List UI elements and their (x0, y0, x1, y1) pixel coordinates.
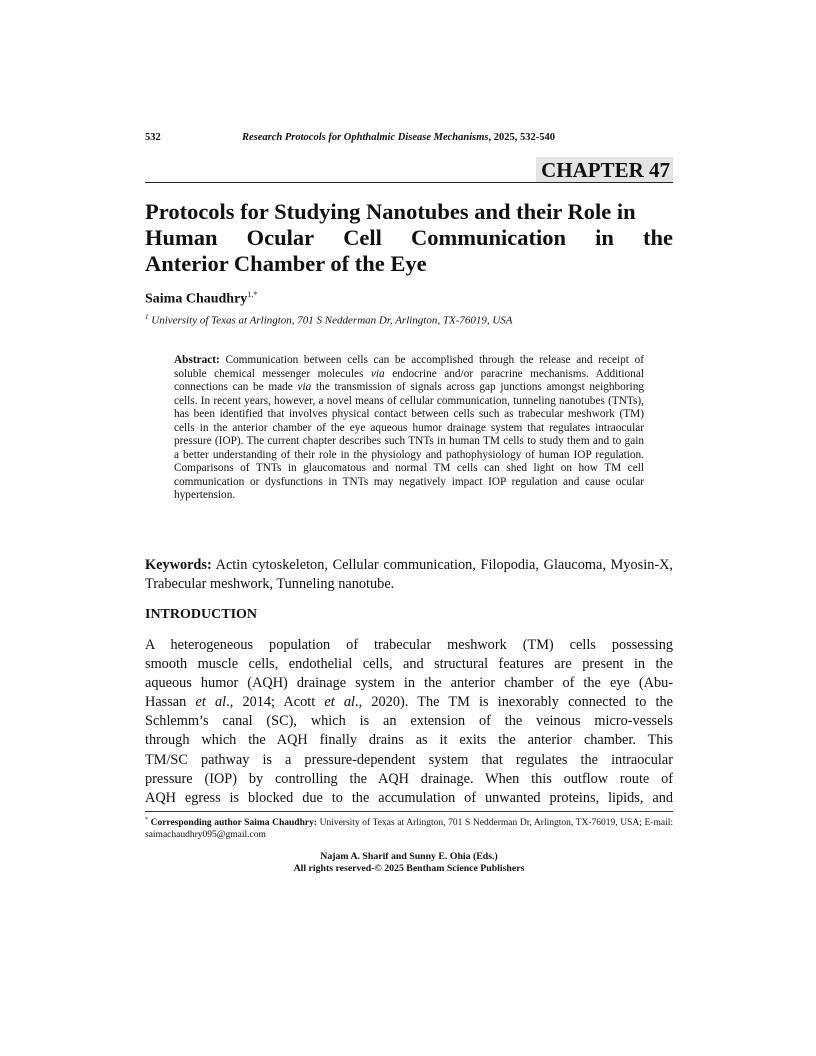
keywords-text: Actin cytoskeleton, Cellular communication, Filopodia, Glaucoma, Myosin-X, Trabecular meshwork, Tunneling nanotube. (145, 557, 673, 592)
intro-text: Hassan (145, 694, 196, 711)
et-al: et al (324, 694, 356, 711)
page-number: 532 (145, 132, 161, 143)
intro-line: Schlemm’s canal (SC), which is an extension of the veinous micro-vessels (145, 713, 673, 730)
section-heading: INTRODUCTION (145, 607, 258, 622)
abstract-text-1: Communication between cells can be accomplished through the release and receipt of soluble chemical messenger molecules (174, 354, 644, 380)
journal-citation (242, 132, 555, 143)
et-al: et al (195, 694, 227, 711)
abstract-heading: Abstract: (174, 354, 220, 366)
author (145, 290, 257, 308)
footnote-text: University of Texas at Arlington, 701 S Nedderman Dr, Arlington, TX-76019, USA; E-mail: saimachaudhry095@gmail.com (145, 818, 673, 841)
introduction-paragraph (145, 636, 673, 808)
affiliation-mark: 1 (145, 313, 149, 321)
abstract-via-1: via (370, 367, 385, 380)
intro-line: smooth muscle cells, endothelial cells, and structural features are present in the (145, 656, 673, 673)
intro-line: TM/SC pathway is a pressure-dependent system that regulates the intraocular (145, 751, 673, 768)
abstract-text-2: endocrine and/or paracrine mechanisms. Additional connections can be made (174, 367, 644, 394)
footnote-mark: * (145, 817, 148, 823)
abstract-via-2: via (297, 381, 312, 394)
intro-text: ., 2020). The TM is inexorably connected to the (355, 694, 673, 711)
editors-block (145, 851, 673, 875)
header-rule (145, 182, 673, 183)
affiliation (145, 313, 513, 327)
journal-year-pages: , 2025, 532-540 (488, 132, 555, 143)
title-line-1: Protocols for Studying Nanotubes and their Role in (145, 199, 636, 224)
copyright-line: All rights reserved-© 2025 Bentham Science Publishers (293, 863, 525, 874)
intro-line: pressure (IOP) by controlling the AQH drainage. When this outflow route of (145, 770, 673, 787)
footnote-heading: Corresponding author Saima Chaudhry: (150, 818, 317, 829)
affiliation-text: University of Texas at Arlington, 701 S Nedderman Dr, Arlington, TX-76019, USA (151, 314, 513, 327)
editors-line: Najam A. Sharif and Sunny E. Ohia (Eds.) (320, 851, 498, 862)
intro-line: through which the AQH finally drains as it exits the anterior chamber. This (145, 732, 673, 749)
intro-text: ., 2014; Acott (226, 694, 325, 711)
author-marks: 1,* (247, 290, 258, 299)
keywords-heading: Keywords: (145, 557, 212, 573)
footnote-rule (145, 811, 673, 812)
abstract-text-3: the transmission of signals across gap junctions amongst neighboring cells. In recent years, however, a novel means of cellular communication, tunneling nanotubes (TNTs), has been identified that involves physical contact between cells such as trabecular meshwork (TM) cells in the anterior chamber of the eye aqueous humor drainage system that regulates intraocular pressure (IOP). The current chapter describes such TNTs in human TM cells to study them and to gain a better understanding of their role in the physiology and pathophysiology of human IOP regulation. Comparisons of TNTs in glaucomatous and normal TM cells can shed light on how TM cell communication or dysfunctions in TNTs may negatively impact IOP regulation and cause ocular hypertension. (174, 381, 644, 502)
journal-name: Research Protocols for Ophthalmic Disease Mechanisms (242, 132, 489, 143)
intro-line-citations (145, 693, 673, 712)
intro-line: A heterogeneous population of trabecular meshwork (TM) cells possessing (145, 637, 673, 653)
intro-line: AQH egress is blocked due to the accumulation of unwanted proteins, lipids, and (145, 789, 673, 806)
chapter-label: CHAPTER 47 (536, 157, 673, 182)
abstract (174, 354, 644, 503)
footnote (145, 814, 673, 841)
title-line-3: Anterior Chamber of the Eye (145, 251, 427, 276)
keywords (145, 556, 673, 594)
author-name: Saima Chaudhry (145, 291, 248, 307)
chapter-title (145, 199, 673, 277)
intro-line: aqueous humor (AQH) drainage system in the anterior chamber of the eye (Abu- (145, 675, 673, 692)
title-line-2: Human Ocular Cell Communication in the (145, 225, 673, 250)
